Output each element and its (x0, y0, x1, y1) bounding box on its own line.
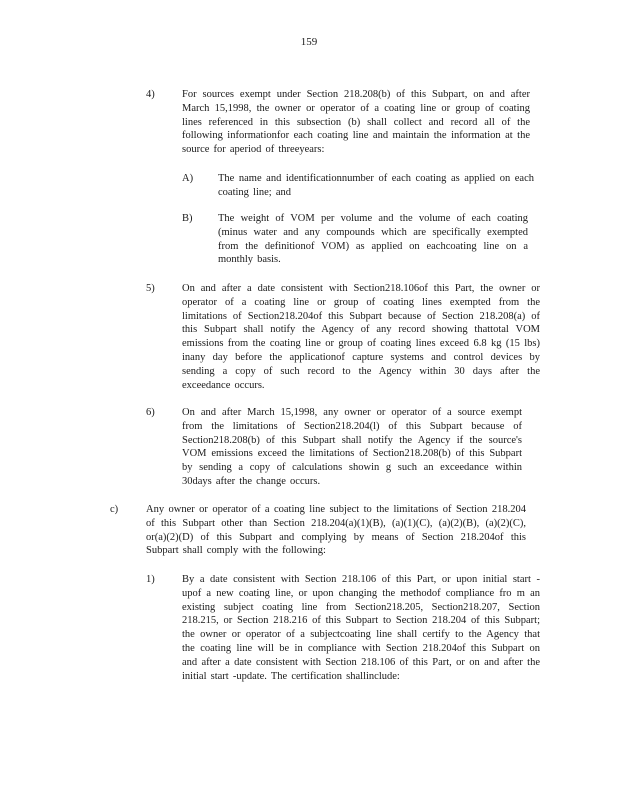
paragraph-c: Any owner or operator of a coating line subject to the limitations of Section 218.204 of this Subpart other than Section 218.204(a)(1)(B), (a)(1)(C), (a)(2)(B), (a)(2)(C), or(a)(2)(D) of this Subpart and complying by means of Section 218.204of this Subpart shall comply with the following: (146, 504, 526, 557)
paragraph-1: By a date consistent with Section 218.106 of this Part, or upon initial start - upof a new coating line, or upon changing the methodof compliance fro m an existing subject coating line from Section218.205, Section218.207, Section 218.215, or Section 218.216 of this Subpart to Section 218.204 of this Subpart; the owner or operator of a subjectcoating line shall certify to the Agency that the coating line will be in compliance with Section 218.204of this Subpart on and after a date consistent with Section 218.106 of this Part, or on and after the initial start -update. The certification shallinclude: (182, 574, 540, 682)
page-number: 159 (300, 36, 318, 48)
paragraph-5: On and after a date consistent with Section218.106of this Part, the owner or operator of a coating line or group of coating lines exempted from the limitations of Section218.204of this Subpart because of Section 218.208(a) of this Subpart shall notify the Agency of any record showing thattotal VOM emissions from the coating line or group of coating lines exceed 6.8 kg (15 lbs) inany day before the applicationof capture systems and control devices by sending a copy of such record to the Agency within 30 days after the exceedance occurs. (182, 283, 540, 391)
paragraph-b: The weight of VOM per volume and the volume of each coating (minus water and any compounds which are specifically exempted from the definitionof VOM) as applied on eachcoating line on a monthly basis. (218, 213, 528, 266)
item-marker-6: 6) (146, 407, 155, 418)
item-marker-5: 5) (146, 283, 155, 294)
paragraph-a: The name and identificationnumber of each coating as applied on each coating line; and (218, 173, 534, 198)
item-marker-a: A) (182, 173, 194, 184)
paragraph-4: For sources exempt under Section 218.208(b) of this Subpart, on and after March 15,1998, the owner or operator of a coating line or group of coating lines referenced in this subsection (b) shall collect and record all of the following informationfor each coating line and maintain the information at the source for aperiod of threeyears: (182, 89, 530, 156)
item-marker-4: 4) (146, 89, 155, 100)
item-marker-1: 1) (146, 574, 155, 585)
item-marker-b: B) (182, 213, 193, 224)
item-marker-c: c) (110, 504, 119, 515)
paragraph-6: On and after March 15,1998, any owner or operator of a source exempt from the limitations of Section218.204(l) of this Subpart because of Section218.208(b) of this Subpart shall notify the Agency if the source's VOM emissions exceed the limitations of Section218.208(b) of this Subpart by sending a copy of calculations showin g such an exceedance within 30days after the change occurs. (182, 407, 522, 487)
